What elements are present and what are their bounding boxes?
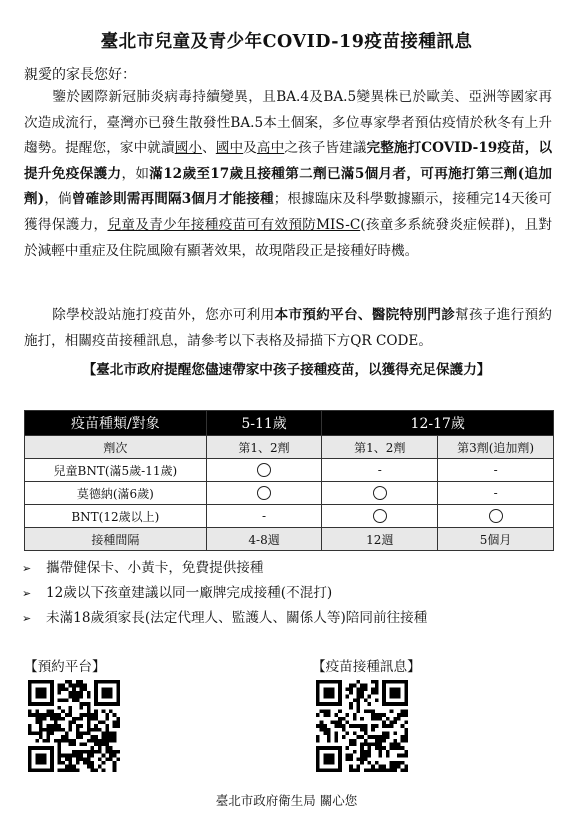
circle-icon <box>373 486 387 500</box>
body-paragraph-1: 鑒於國際新冠肺炎病毒持續變異，且BA.4及BA.5變異株已於歐美、亞洲等國家再次造成流行，臺灣亦已發生散發性BA.5本土個案，多位專家學者預估疫情於秋冬有上升趨勢。提醒您，家中就讀國小、國中及高中之孩子皆建議完整施打COVID-19疫苗，以提升免疫保護力，如滿12歲至17歲且接種第二劑已滿5個月者，可再施打第三劑(追加劑)，倘曾確診則需再間隔3個月才能接種；根據臨床及科學數據顯示，接種完14天後可獲得保護力，兒童及青少年接種疫苗可有效預防MIS-C(孩童多系統發炎症候群)，且對於減輕中重症及住院風險有顯著效果，故現階段正是接種好時機。 <box>24 89 553 259</box>
table-header-row <box>25 411 554 436</box>
unavailable-mark: - <box>438 482 554 505</box>
qr-code-booking[interactable] <box>28 680 120 772</box>
available-mark <box>206 482 322 505</box>
qr-label-booking: 【預約平台】 <box>24 659 106 675</box>
arrow-bullet-icon: ➢ <box>22 562 32 575</box>
available-mark <box>322 505 438 528</box>
notes-list <box>22 556 427 631</box>
link-senior-high: 高中 <box>256 140 285 157</box>
list-item: ➢ 12歲以下孩童建議以同一廠牌完成接種(不混打) <box>22 581 427 606</box>
row-label: 兒童BNT(滿5歲-11歲) <box>25 459 207 482</box>
qr-code-vaccine-info[interactable] <box>316 680 408 772</box>
arrow-bullet-icon: ➢ <box>22 612 32 625</box>
unavailable-mark: - <box>322 459 438 482</box>
footer-signature: 臺北市政府衛生局 關心您 <box>215 793 358 808</box>
body-paragraph-2: 除學校設站施打疫苗外，您亦可利用本市預約平台、醫院特別門診幫孩子進行預約施打，相關疫苗接種訊息，請參考以下表格及掃描下方QR CODE。 <box>24 307 553 349</box>
circle-icon <box>373 509 387 523</box>
vaccine-table <box>24 410 554 551</box>
notice-banner: 【臺北市政府提醒您儘速帶家中孩子接種疫苗，以獲得充足保護力】 <box>82 362 491 378</box>
unavailable-mark: - <box>438 459 554 482</box>
available-mark <box>438 505 554 528</box>
unavailable-mark: - <box>206 505 322 528</box>
available-mark <box>322 482 438 505</box>
table-header-cell: 12-17歲 <box>322 411 554 436</box>
available-mark <box>206 459 322 482</box>
circle-icon <box>257 486 271 500</box>
circle-icon <box>257 463 271 477</box>
table-header-cell: 5-11歲 <box>206 411 322 436</box>
row-label: 莫德納(滿6歲) <box>25 482 207 505</box>
table-row <box>25 505 554 528</box>
row-label: BNT(12歲以上) <box>25 505 207 528</box>
table-header-cell: 疫苗種類/對象 <box>25 411 207 436</box>
link-elementary: 國小 <box>174 140 203 157</box>
link-junior-high: 國中 <box>215 140 244 157</box>
circle-icon <box>489 509 503 523</box>
list-item: ➢ 攜帶健保卡、小黃卡，免費提供接種 <box>22 556 427 581</box>
table-subheader-row: 劑次 第1、2劑 第1、2劑 第3劑(追加劑) <box>25 436 554 459</box>
list-item: ➢ 未滿18歲須家長(法定代理人、監護人、關係人等)陪同前往接種 <box>22 606 427 631</box>
qr-label-vaccine-info: 【疫苗接種訊息】 <box>312 659 421 675</box>
arrow-bullet-icon: ➢ <box>22 587 32 600</box>
table-footer-row: 接種間隔 4-8週 12週 5個月 <box>25 528 554 551</box>
table-row <box>25 482 554 505</box>
table-row <box>25 459 554 482</box>
greeting: 親愛的家長您好： <box>24 67 136 83</box>
page-title: 臺北市兒童及青少年COVID-19疫苗接種訊息 <box>100 32 473 52</box>
